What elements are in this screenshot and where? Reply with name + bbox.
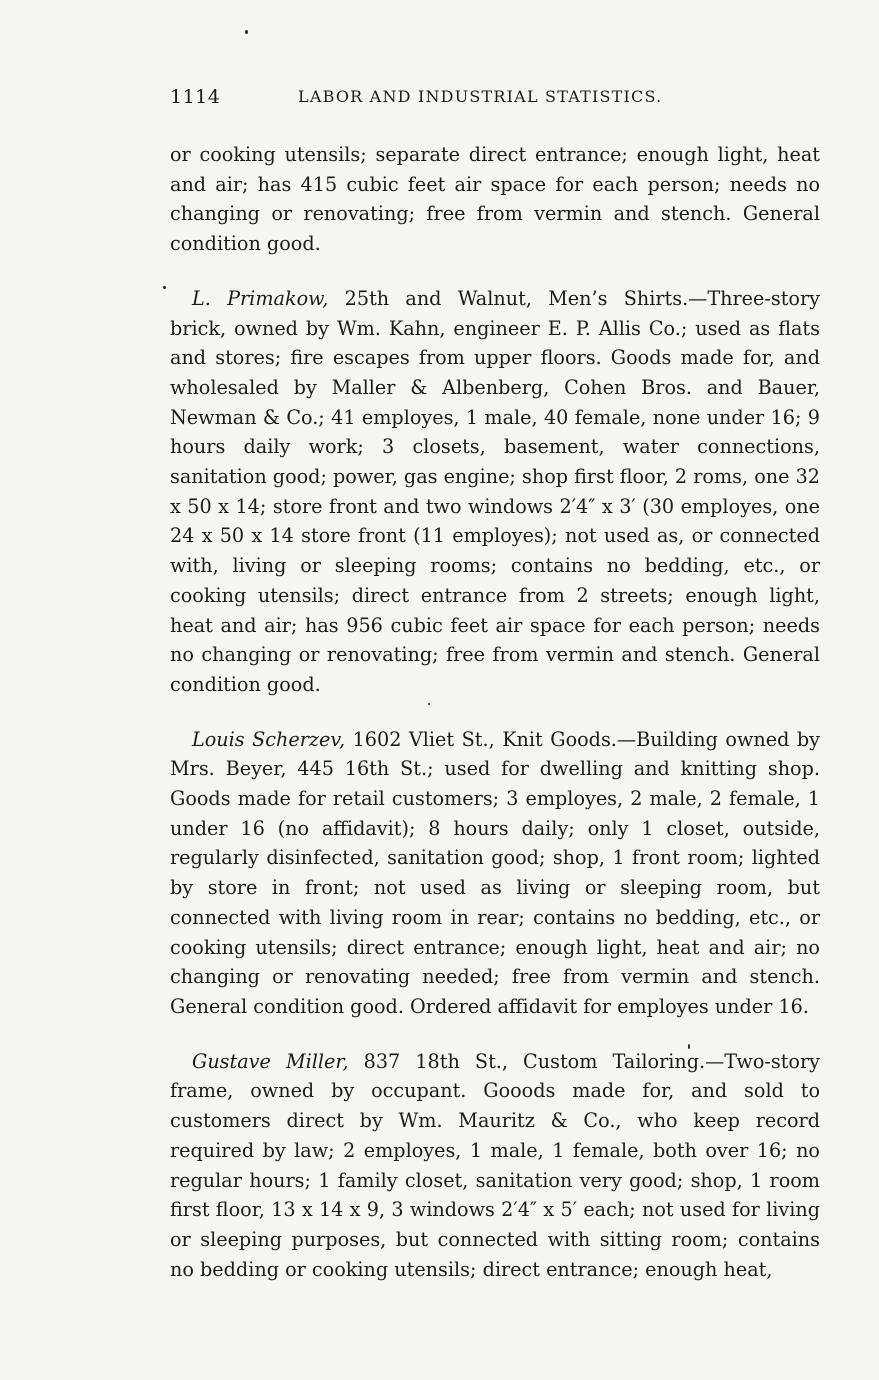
body-text (170, 140, 820, 1284)
entry-miller (170, 1047, 820, 1285)
entry-name: Gustave Miller, (192, 1049, 349, 1073)
entry-text: 1602 Vliet St., Knit Goods.—Building owned by Mrs. Beyer, 445 16th St.; used for dwelling and knitting shop. Goods made for retail customers; 3 employes, 2 male, 2 female, 1 under 16 (no affidavit); 8 hours daily; only 1 closet, outside, regularly disinfected, sanitation good; shop, 1 front room; lighted by store in front; not used as living or sleeping room, but connected with living room in rear; contains no bedding, etc., or cooking utensils; direct entrance; enough light, heat and air; no changing or renovating needed; free from vermin and stench. General condition good. Ordered affidavit for employes under 16. (170, 727, 821, 1018)
entry-name: Louis Scherzev, (192, 727, 346, 751)
page-number: 1114 (170, 86, 221, 108)
ink-speck (163, 286, 166, 289)
paragraph-continuation (170, 140, 820, 259)
running-title: LABOR AND INDUSTRIAL STATISTICS. (298, 87, 663, 106)
entry-primakow (170, 284, 820, 700)
paragraph-text: or cooking utensils; separate direct entrance; enough light, heat and air; has 415 cubic feet air space for each person; needs no changing or renovating; free from vermin and stench. General condition good. (170, 143, 820, 256)
entry-text: 837 18th St., Custom Tailoring.—Two-story frame, owned by occupant. Gooods made for, and sold to customers direct by Wm. Mauritz & Co., who keep record required by law; 2 employes, 1 male, 1 female, both over 16; no regular hours; 1 family closet, sanitation very good; shop, 1 room first floor, 13 x 14 x 9, 3 windows 2′4″ x 5′ each; not used for living or sleeping purposes, but connected with sitting room; contains no bedding or cooking utensils; direct entrance; enough heat, (170, 1049, 820, 1281)
entry-name: L. Primakow, (192, 286, 329, 310)
entry-text: 25th and Walnut, Men’s Shirts.—Three-story brick, owned by Wm. Kahn, engineer E. P. Allis Co.; used as flats and stores; fire escapes from upper floors. Goods made for, and wholesaled by Maller & Albenberg, Cohen Bros. and Bauer, Newman & Co.; 41 employes, 1 male, 40 female, none under 16; 9 hours daily work; 3 closets, basement, water connections, sanitation good; power, gas engine; shop first floor, 2 roms, one 32 x 50 x 14; store front and two windows 2′4″ x 3′ (30 employes, one 24 x 50 x 14 store front (11 employes); not used as, or connected with, living or sleeping rooms; contains no bedding, etc., or cooking utensils; direct entrance from 2 streets; enough light, heat and air; has 956 cubic feet air space for each person; needs no changing or renovating; free from vermin and stench. General condition good. (170, 286, 820, 696)
running-head (170, 86, 820, 116)
ink-speck (245, 30, 248, 34)
entry-scherzev (170, 725, 820, 1022)
